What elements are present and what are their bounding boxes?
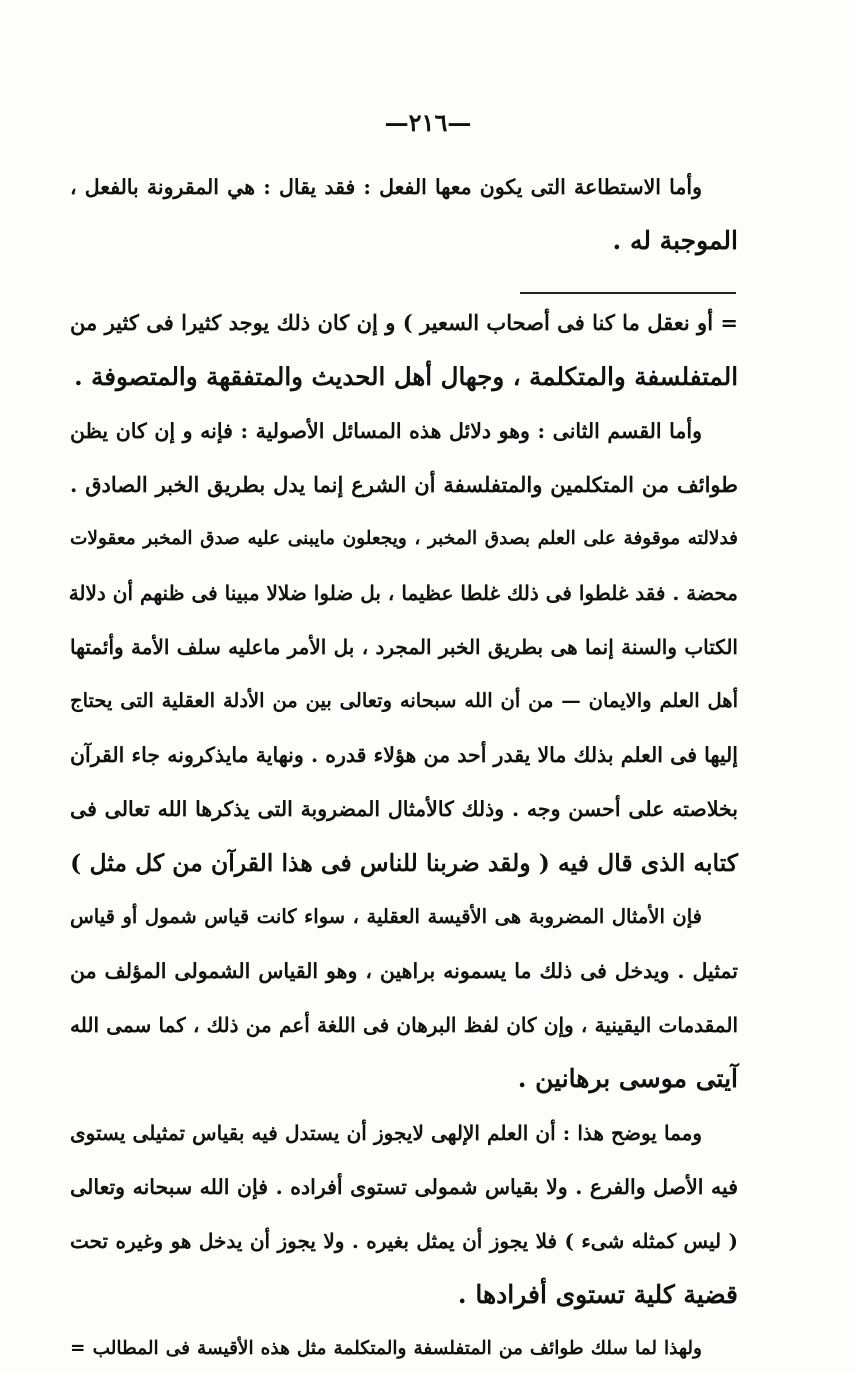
footnote-line: محضة . فقد غلطوا فى ذلك غلطا عظيما ، بل ضلوا ضلالا مبينا فى ظنهم أن دلالة (68, 581, 738, 605)
footnote-line: ومما يوضح هذا : أن العلم الإلهى لايجوز أن يستدل فيه بقياس تمثيلى يستوى (70, 1121, 702, 1145)
footnote-line: قضية كلية تستوى أفرادها . (457, 1280, 738, 1309)
footnote-line: فيه الأصل والفرع . ولا بقياس شمولى تستوى أفراده . فإن الله سبحانه وتعالى (70, 1175, 738, 1199)
footnote-line: بخلاصته على أحسن وجه . وذلك كالأمثال المضروبة التى يذكرها الله تعالى فى (70, 797, 738, 821)
main-text (70, 160, 738, 268)
footnote-line: وأما القسم الثانى : وهو دلائل هذه المسائل الأصولية : فإنه و إن كان يظن (70, 419, 702, 443)
footnote-line: أهل العلم والايمان — من أن الله سبحانه وتعالى بين من الأدلة العقلية التى يحتاج (70, 689, 738, 712)
footnote-line: فدلالته موقوفة على العلم بصدق المخبر ، ويجعلون مايبنى عليه صدق المخبر معقولات (70, 528, 738, 549)
footnote-line: ( ليس كمثله شىء ) فلا يجوز أن يمثل بغيره . ولا يجوز أن يدخل هو وغيره تحت (70, 1229, 738, 1253)
footnote-line: ولهذا لما سلك طوائف من المتفلسفة والمتكلمة مثل هذه الأقيسة فى المطالب = (70, 1338, 702, 1359)
footnote-line: المتفلسفة والمتكلمة ، وجهال أهل الحديث والمتفقهة والمتصوفة . (74, 362, 738, 391)
main-text-line: وأما الاستطاعة التى يكون معها الفعل : فقد يقال : هي المقرونة بالفعل ، (70, 175, 702, 199)
footnote-line: الكتاب والسنة إنما هى بطريق الخبر المجرد ، بل الأمر ماعليه سلف الأمة وأئمتها (70, 635, 738, 659)
footnote-line: = أو نعقل ما كنا فى أصحاب السعير ) و إن كان ذلك يوجد كثيرا فى كثير من (70, 310, 738, 335)
footnote-line: طوائف من المتكلمين والمتفلسفة أن الشرع إنما يدل بطريق الخبر الصادق . (70, 472, 738, 497)
footnote-separator (520, 292, 736, 294)
footnote-line: كتابه الذى قال فيه ( ولقد ضربنا للناس فى هذا القرآن من كل مثل ) (70, 849, 738, 877)
page-number: —٢١٦— (384, 108, 472, 137)
footnote-line: تمثيل . ويدخل فى ذلك ما يسمونه براهين ، وهو القياس الشمولى المؤلف من (70, 959, 738, 983)
footnote-line: إليها فى العلم بذلك مالا يقدر أحد من هؤلاء قدره . ونهاية مايذكرونه جاء القرآن (70, 743, 738, 767)
main-text-line: الموجبة له . (612, 226, 738, 255)
footnote-line: آيتى موسى برهانين . (517, 1064, 738, 1093)
footnote-line: فإن الأمثال المضروبة هى الأقيسة العقلية ، سواء كانت قياس شمول أو قياس (70, 905, 702, 928)
footnote-line: المقدمات اليقينية ، وإن كان لفظ البرهان فى اللغة أعم من ذلك ، كما سمى الله (70, 1013, 738, 1037)
footnote (70, 296, 738, 1376)
